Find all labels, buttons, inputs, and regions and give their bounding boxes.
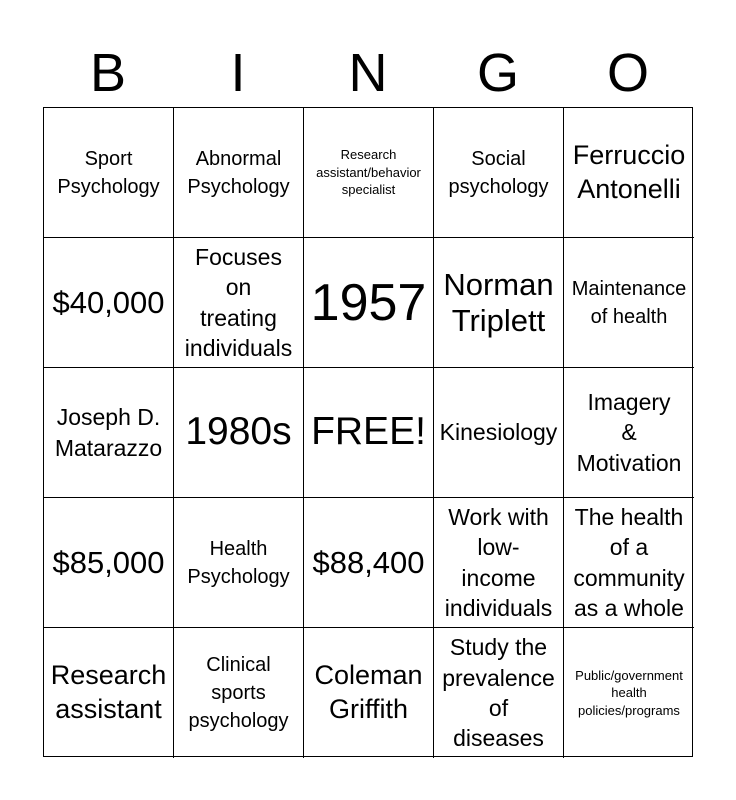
bingo-cell[interactable] [44,368,174,498]
bingo-cell[interactable] [174,368,304,498]
cell-label: The health of a community as a whole [573,503,685,621]
bingo-cell[interactable] [434,628,564,758]
cell-label: Coleman Griffith [314,660,423,724]
bingo-cell[interactable] [174,498,304,628]
bingo-cell[interactable] [174,238,304,368]
cell-label: Public/government health policies/programs [575,667,683,718]
cell-label: 1957 [310,273,427,332]
cell-label: Research assistant [50,660,167,724]
bingo-cell[interactable] [564,108,694,238]
bingo-cell[interactable] [564,238,694,368]
bingo-header [43,40,693,106]
cell-label: Social psychology [448,147,549,198]
cell-label: Sport Psychology [57,147,160,198]
cell-label: 1980s [185,410,292,454]
bingo-cell[interactable] [44,628,174,758]
header-letter-g: G [476,43,519,103]
bingo-cell[interactable] [564,368,694,498]
header-letter-n: N [348,43,388,103]
free-space-cell[interactable] [304,368,434,498]
cell-label: Ferruccio Antonelli [572,139,686,204]
cell-label: Work with low- income individuals [444,503,553,621]
cell-label: Maintenance of health [571,277,687,328]
header-letter-i: I [230,43,246,103]
bingo-cell[interactable] [304,108,434,238]
cell-label: FREE! [311,410,426,454]
bingo-cell[interactable] [174,108,304,238]
bingo-cell[interactable] [564,498,694,628]
bingo-cell[interactable] [434,238,564,368]
cell-label: Imagery & Motivation [576,388,682,476]
bingo-cell[interactable] [434,108,564,238]
bingo-cell[interactable] [44,238,174,368]
bingo-cell[interactable] [44,498,174,628]
cell-label: $85,000 [52,544,165,580]
cell-label: Abnormal Psychology [187,147,290,198]
header-letter-o: O [606,43,649,103]
cell-label: Kinesiology [439,419,558,446]
bingo-board [43,107,693,757]
cell-label: $40,000 [52,284,165,320]
header-letter-b: B [89,43,127,103]
bingo-cell[interactable] [304,238,434,368]
cell-label: Focuses on treating individuals [184,243,293,361]
bingo-cell[interactable] [564,628,694,758]
bingo-cell[interactable] [304,628,434,758]
cell-label: Health Psychology [187,537,290,588]
bingo-cell[interactable] [434,498,564,628]
bingo-cell[interactable] [44,108,174,238]
cell-label: Research assistant/behavior specialist [316,147,421,198]
cell-label: Joseph D. Matarazzo [54,404,163,461]
cell-label: Clinical sports psychology [188,654,289,732]
bingo-cell[interactable] [174,628,304,758]
cell-label: Study the prevalence of diseases [442,634,555,752]
cell-label: Norman Triplett [443,266,554,338]
cell-label: $88,400 [312,544,425,580]
bingo-cell[interactable] [304,498,434,628]
bingo-cell[interactable] [434,368,564,498]
